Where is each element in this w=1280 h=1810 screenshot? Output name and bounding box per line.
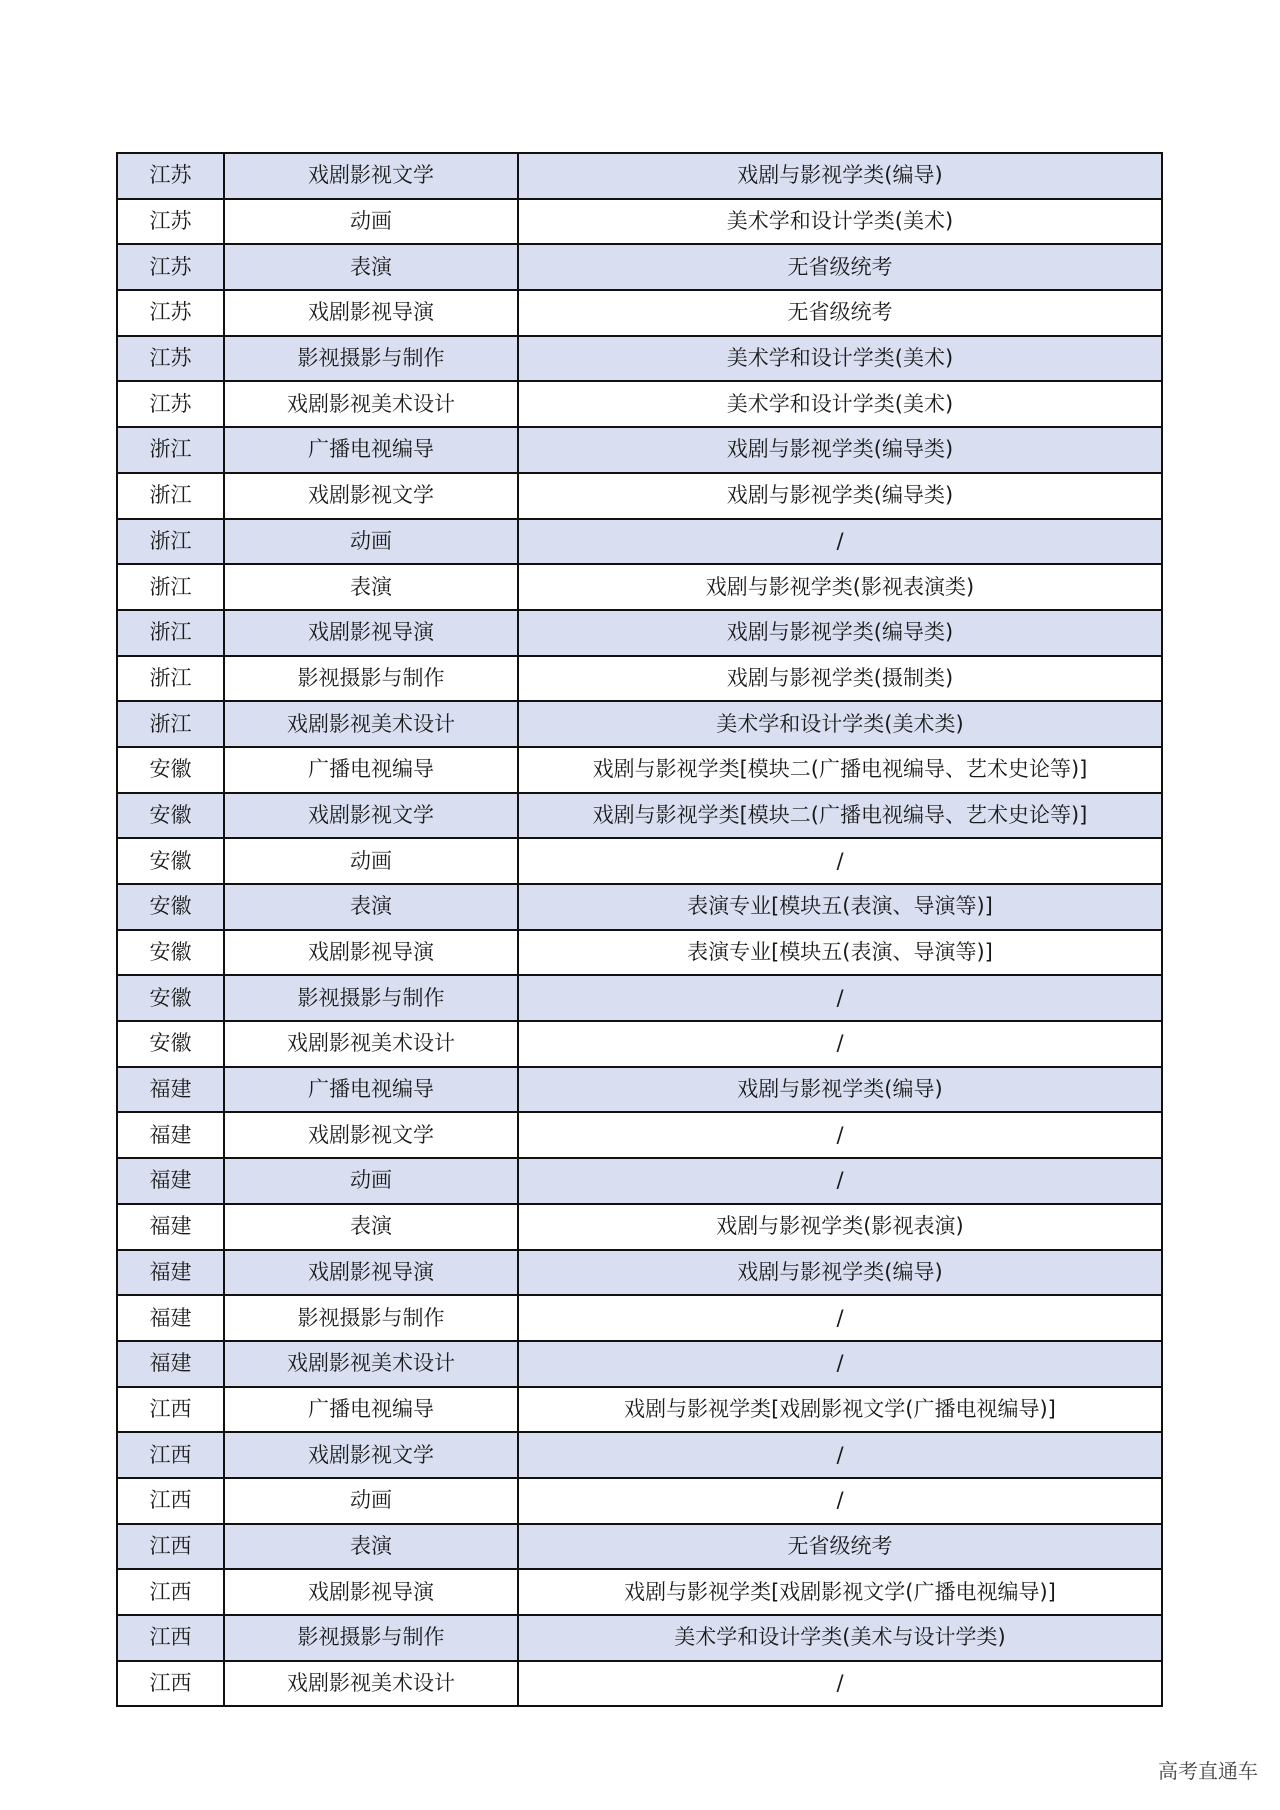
exam-category-cell: / bbox=[518, 1432, 1162, 1478]
province-cell: 浙江 bbox=[117, 427, 224, 473]
province-cell: 江西 bbox=[117, 1524, 224, 1570]
major-cell: 戏剧影视美术设计 bbox=[224, 1021, 518, 1067]
exam-category-cell: 戏剧与影视学类(编导类) bbox=[518, 473, 1162, 519]
province-cell: 浙江 bbox=[117, 656, 224, 702]
table-row bbox=[117, 975, 1162, 1021]
province-cell: 安徽 bbox=[117, 1021, 224, 1067]
table-row bbox=[117, 1478, 1162, 1524]
exam-category-cell: 美术学和设计学类(美术) bbox=[518, 199, 1162, 245]
province-cell: 江西 bbox=[117, 1615, 224, 1661]
table-row bbox=[117, 1112, 1162, 1158]
table-row bbox=[117, 747, 1162, 793]
table-row bbox=[117, 199, 1162, 245]
table-row bbox=[117, 930, 1162, 976]
exam-category-cell: 美术学和设计学类(美术类) bbox=[518, 701, 1162, 747]
table-row bbox=[117, 1021, 1162, 1067]
province-cell: 浙江 bbox=[117, 519, 224, 565]
exam-category-cell: / bbox=[518, 1341, 1162, 1387]
major-cell: 戏剧影视导演 bbox=[224, 610, 518, 656]
province-cell: 江苏 bbox=[117, 199, 224, 245]
table-row bbox=[117, 1615, 1162, 1661]
major-cell: 戏剧影视美术设计 bbox=[224, 381, 518, 427]
admissions-table bbox=[116, 152, 1163, 1707]
table-row bbox=[117, 1387, 1162, 1433]
exam-category-cell: 戏剧与影视学类(编导类) bbox=[518, 427, 1162, 473]
exam-category-cell: 戏剧与影视学类(编导) bbox=[518, 153, 1162, 199]
province-cell: 江西 bbox=[117, 1569, 224, 1615]
province-cell: 浙江 bbox=[117, 564, 224, 610]
exam-category-cell: 戏剧与影视学类[戏剧影视文学(广播电视编导)] bbox=[518, 1569, 1162, 1615]
province-cell: 江苏 bbox=[117, 153, 224, 199]
major-cell: 动画 bbox=[224, 1158, 518, 1204]
major-cell: 表演 bbox=[224, 1524, 518, 1570]
table-row bbox=[117, 1432, 1162, 1478]
table-row bbox=[117, 564, 1162, 610]
major-cell: 戏剧影视美术设计 bbox=[224, 1661, 518, 1707]
exam-category-cell: 美术学和设计学类(美术) bbox=[518, 381, 1162, 427]
major-cell: 影视摄影与制作 bbox=[224, 1615, 518, 1661]
table-row bbox=[117, 884, 1162, 930]
province-cell: 浙江 bbox=[117, 473, 224, 519]
major-cell: 动画 bbox=[224, 519, 518, 565]
major-cell: 戏剧影视美术设计 bbox=[224, 1341, 518, 1387]
admissions-table-container bbox=[116, 152, 1161, 1707]
table-row bbox=[117, 610, 1162, 656]
exam-category-cell: 戏剧与影视学类(影视表演类) bbox=[518, 564, 1162, 610]
table-row bbox=[117, 519, 1162, 565]
major-cell: 戏剧影视导演 bbox=[224, 290, 518, 336]
table-row bbox=[117, 701, 1162, 747]
exam-category-cell: / bbox=[518, 519, 1162, 565]
province-cell: 江苏 bbox=[117, 244, 224, 290]
exam-category-cell: 戏剧与影视学类(摄制类) bbox=[518, 656, 1162, 702]
major-cell: 表演 bbox=[224, 244, 518, 290]
exam-category-cell: 戏剧与影视学类(编导类) bbox=[518, 610, 1162, 656]
major-cell: 广播电视编导 bbox=[224, 1387, 518, 1433]
province-cell: 安徽 bbox=[117, 975, 224, 1021]
major-cell: 表演 bbox=[224, 1204, 518, 1250]
table-row bbox=[117, 1204, 1162, 1250]
major-cell: 影视摄影与制作 bbox=[224, 1295, 518, 1341]
table-row bbox=[117, 1250, 1162, 1296]
major-cell: 广播电视编导 bbox=[224, 747, 518, 793]
province-cell: 安徽 bbox=[117, 930, 224, 976]
exam-category-cell: / bbox=[518, 1295, 1162, 1341]
exam-category-cell: / bbox=[518, 1021, 1162, 1067]
major-cell: 戏剧影视导演 bbox=[224, 1569, 518, 1615]
exam-category-cell: 戏剧与影视学类[戏剧影视文学(广播电视编导)] bbox=[518, 1387, 1162, 1433]
major-cell: 戏剧影视导演 bbox=[224, 1250, 518, 1296]
exam-category-cell: 戏剧与影视学类[模块二(广播电视编导、艺术史论等)] bbox=[518, 747, 1162, 793]
major-cell: 动画 bbox=[224, 838, 518, 884]
major-cell: 广播电视编导 bbox=[224, 1067, 518, 1113]
major-cell: 动画 bbox=[224, 199, 518, 245]
province-cell: 江西 bbox=[117, 1478, 224, 1524]
table-row bbox=[117, 244, 1162, 290]
province-cell: 福建 bbox=[117, 1250, 224, 1296]
exam-category-cell: 表演专业[模块五(表演、导演等)] bbox=[518, 930, 1162, 976]
major-cell: 戏剧影视文学 bbox=[224, 1432, 518, 1478]
province-cell: 江苏 bbox=[117, 381, 224, 427]
table-row bbox=[117, 1067, 1162, 1113]
table-row bbox=[117, 1341, 1162, 1387]
watermark-text: 高考直通车 bbox=[1158, 1759, 1258, 1783]
province-cell: 浙江 bbox=[117, 701, 224, 747]
exam-category-cell: / bbox=[518, 1112, 1162, 1158]
province-cell: 安徽 bbox=[117, 838, 224, 884]
table-row bbox=[117, 427, 1162, 473]
province-cell: 福建 bbox=[117, 1067, 224, 1113]
table-body bbox=[117, 153, 1162, 1706]
major-cell: 戏剧影视文学 bbox=[224, 153, 518, 199]
major-cell: 影视摄影与制作 bbox=[224, 975, 518, 1021]
major-cell: 戏剧影视导演 bbox=[224, 930, 518, 976]
major-cell: 戏剧影视文学 bbox=[224, 1112, 518, 1158]
table-row bbox=[117, 1524, 1162, 1570]
exam-category-cell: / bbox=[518, 1478, 1162, 1524]
province-cell: 安徽 bbox=[117, 747, 224, 793]
province-cell: 福建 bbox=[117, 1295, 224, 1341]
exam-category-cell: / bbox=[518, 1661, 1162, 1707]
exam-category-cell: / bbox=[518, 1158, 1162, 1204]
major-cell: 表演 bbox=[224, 884, 518, 930]
table-row bbox=[117, 1661, 1162, 1707]
province-cell: 安徽 bbox=[117, 884, 224, 930]
province-cell: 江西 bbox=[117, 1661, 224, 1707]
major-cell: 动画 bbox=[224, 1478, 518, 1524]
exam-category-cell: 戏剧与影视学类(编导) bbox=[518, 1250, 1162, 1296]
province-cell: 福建 bbox=[117, 1341, 224, 1387]
exam-category-cell: 戏剧与影视学类[模块二(广播电视编导、艺术史论等)] bbox=[518, 793, 1162, 839]
table-row bbox=[117, 1295, 1162, 1341]
exam-category-cell: 无省级统考 bbox=[518, 290, 1162, 336]
exam-category-cell: 无省级统考 bbox=[518, 1524, 1162, 1570]
table-row bbox=[117, 336, 1162, 382]
province-cell: 浙江 bbox=[117, 610, 224, 656]
exam-category-cell: 戏剧与影视学类(编导) bbox=[518, 1067, 1162, 1113]
major-cell: 广播电视编导 bbox=[224, 427, 518, 473]
table-row bbox=[117, 473, 1162, 519]
major-cell: 影视摄影与制作 bbox=[224, 656, 518, 702]
major-cell: 戏剧影视文学 bbox=[224, 473, 518, 519]
exam-category-cell: 美术学和设计学类(美术与设计学类) bbox=[518, 1615, 1162, 1661]
province-cell: 福建 bbox=[117, 1204, 224, 1250]
table-row bbox=[117, 1569, 1162, 1615]
major-cell: 戏剧影视美术设计 bbox=[224, 701, 518, 747]
major-cell: 表演 bbox=[224, 564, 518, 610]
table-row bbox=[117, 838, 1162, 884]
province-cell: 江苏 bbox=[117, 336, 224, 382]
table-row bbox=[117, 1158, 1162, 1204]
province-cell: 福建 bbox=[117, 1112, 224, 1158]
exam-category-cell: / bbox=[518, 838, 1162, 884]
table-row bbox=[117, 290, 1162, 336]
province-cell: 江苏 bbox=[117, 290, 224, 336]
table-row bbox=[117, 153, 1162, 199]
province-cell: 江西 bbox=[117, 1432, 224, 1478]
major-cell: 戏剧影视文学 bbox=[224, 793, 518, 839]
exam-category-cell: 表演专业[模块五(表演、导演等)] bbox=[518, 884, 1162, 930]
major-cell: 影视摄影与制作 bbox=[224, 336, 518, 382]
exam-category-cell: 无省级统考 bbox=[518, 244, 1162, 290]
exam-category-cell: 戏剧与影视学类(影视表演) bbox=[518, 1204, 1162, 1250]
province-cell: 安徽 bbox=[117, 793, 224, 839]
table-row bbox=[117, 656, 1162, 702]
province-cell: 福建 bbox=[117, 1158, 224, 1204]
table-row bbox=[117, 793, 1162, 839]
table-row bbox=[117, 381, 1162, 427]
province-cell: 江西 bbox=[117, 1387, 224, 1433]
exam-category-cell: / bbox=[518, 975, 1162, 1021]
exam-category-cell: 美术学和设计学类(美术) bbox=[518, 336, 1162, 382]
